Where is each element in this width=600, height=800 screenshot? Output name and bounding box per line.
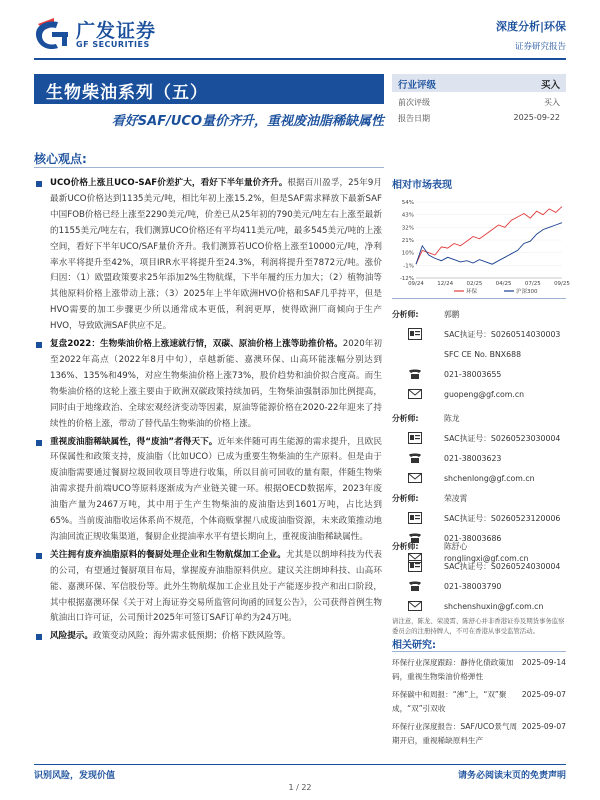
report-date-row <box>392 108 566 124</box>
analyst-cert: SAC执证号：S0260524030004 <box>444 561 561 571</box>
analyst-name-row <box>392 408 566 428</box>
header-divider <box>34 58 566 60</box>
report-type: 证券研究报告 <box>514 42 566 52</box>
report-date-value: 2025-09-22 <box>513 113 560 122</box>
analyst-phone-row <box>392 448 566 468</box>
core-points-title: 核心观点: <box>34 152 87 166</box>
prev-rating-value: 买入 <box>544 98 560 107</box>
y-tick-label: 54% <box>401 200 414 206</box>
analyst-email: guopeng@gf.com.cn <box>444 389 525 399</box>
analyst-name: 陈龙 <box>444 413 460 423</box>
analyst-disclaimer: 请注意，陈龙、荣凌霄、陈舒心并非香港证券及期货事务监察委员会的注册持牌人，不可在香港从事受监管活动。 <box>392 617 565 635</box>
y-tick-label: -12% <box>399 276 414 282</box>
point-item <box>36 629 382 645</box>
prev-rating-row <box>392 92 566 108</box>
core-points-divider <box>34 167 384 168</box>
analyst-cert: SAC执证号：S0260523030004 <box>444 433 561 443</box>
logo-text-cn: 广发证券 <box>76 20 157 42</box>
report-date-label: 报告日期 <box>398 114 430 123</box>
related-item[interactable] <box>392 688 566 716</box>
related-research-title: 相关研究: <box>392 640 436 651</box>
analyst-phone-row <box>392 364 566 384</box>
analyst-phone: 021-38003686 <box>444 533 502 543</box>
legend-label: 环保 <box>466 289 478 295</box>
related-item[interactable] <box>392 656 566 684</box>
analyst-email-row <box>392 384 566 404</box>
y-tick-label: 32% <box>401 225 414 232</box>
phone-icon <box>408 368 422 380</box>
point-item <box>36 176 382 335</box>
report-category: 深度分析|环保 <box>495 20 566 33</box>
email-icon <box>408 600 422 612</box>
analyst-email: shchenshuxin@gf.com.cn <box>444 601 544 611</box>
analyst-cert-row <box>392 428 566 448</box>
analyst-cert-row <box>392 508 566 528</box>
analyst-block <box>392 533 566 616</box>
analyst-label: 分析师: <box>392 493 419 503</box>
related-item-text[interactable]: 环保行业深度报告：SAF/UCO景气周期开启，重视稀缺原料生产 <box>392 722 518 745</box>
analyst-name-row <box>392 304 566 324</box>
point-bold: 复盘2022：生物柴油价格上涨速就行情，双碳、原油价格上涨等助推价格。 <box>50 339 343 350</box>
id-card-icon <box>408 328 422 340</box>
analyst-ce: SFC CE No. BNX688 <box>444 349 522 359</box>
x-tick-label: 09/24 <box>408 281 424 287</box>
market-performance-title: 相对市场表现 <box>392 180 452 191</box>
logo-text-en: GF SECURITIES <box>76 40 150 49</box>
bullet-square-icon <box>36 342 42 348</box>
y-tick-label: -1% <box>403 263 414 270</box>
x-tick-label: 09/25 <box>554 281 570 287</box>
analyst-email-row <box>392 596 566 616</box>
company-logo <box>34 14 184 54</box>
page-number: 1 / 22 <box>288 783 312 792</box>
point-text: 根据百川盈孚，25年9月最新UCO价格达到1135美元/吨，相比年初上涨15.2%，但是SAF需求释放下最新SAF中国FOB价格已经上涨至2290美元/吨，价差已从25年初的790美元/吨左右上涨至最新的1155美元/吨左右，我们测算UCO价格还有平均411美元/吨，最多545美元/吨的上涨空间，看好下半年UCO/SAF量价齐升。我们测算若UCO价格上涨至10000元/吨，净利率水平将提升至42%，项目IRR水平将提升至24.3%，利润将提升至7872元/吨。涨价归因：（1）欧盟政策要求25年添加2%生物航煤，下半年履约压力加大；（2）植物油等其他原料价格上涨带动上涨；（3）2025年上半年欧洲HVO价格和SAF几乎持平，但是HVO需要的加工步骤更少所以通常成本更低，利润更厚，使得欧洲厂商倾向于生产HVO，导致欧洲SAF供应不足。 <box>50 178 382 332</box>
analyst-block <box>392 408 566 488</box>
series-line <box>416 207 562 265</box>
market-performance-chart <box>392 196 570 296</box>
analyst-phone: 021-38003655 <box>444 369 502 379</box>
x-tick-label: 07/25 <box>524 281 541 287</box>
analyst-phone: 021-38003623 <box>444 453 502 463</box>
analyst-phone: 021-38003790 <box>444 581 502 591</box>
bullet-square-icon <box>36 440 42 446</box>
analyst-name: 郭鹏 <box>444 309 460 319</box>
rating-box <box>392 74 566 124</box>
related-item-text[interactable]: 环保碳中和周报：“沸”上，“双”聚成，“双”引双收 <box>392 690 507 713</box>
analyst-label: 分析师: <box>392 309 419 319</box>
analyst-block <box>392 304 566 404</box>
phone-icon <box>408 452 422 464</box>
analyst-phone-row <box>392 576 566 596</box>
bullet-square-icon <box>36 553 42 559</box>
y-tick-label: 21% <box>401 238 414 244</box>
point-text: 2020年初至2022年高点（2022年8月中旬），卓越新能、嘉澳环保、山高环能涨幅分别达到136%、135%和49%，对应生物柴油价格上涨73%，股价趋势和油价拟合度高。而生物柴油价格的这轮上涨主要由于欧洲双碳政策持续加码，生物柴油强制添加比例提高，同时由于地缘政治、全球宏观经济变动等因素，原油等能源价格在2020-22年迎来了持续性的价格上涨，带动了替代品生物柴油的价格上涨。 <box>50 339 383 429</box>
footer-slogan: 识别风险，发现价值 <box>34 771 116 781</box>
related-divider <box>392 651 566 652</box>
y-tick-label: 43% <box>401 212 414 219</box>
analyst-name: 荣凌霄 <box>444 493 468 503</box>
bullet-square-icon <box>36 181 42 187</box>
point-item <box>36 435 382 546</box>
analyst-email-row <box>392 468 566 488</box>
analyst-label: 分析师: <box>392 413 419 423</box>
analyst-label: 分析师: <box>392 541 419 551</box>
prev-rating-label: 前次评级 <box>398 98 430 107</box>
point-bold: 风险提示。 <box>50 631 93 642</box>
report-subtitle: 看好SAF/UCO量价齐升，重视废油脂稀缺属性 <box>111 114 384 129</box>
analyst-cert: SAC执证号：S0260514030003 <box>444 329 561 339</box>
email-icon <box>408 388 422 400</box>
point-text: 尤其是以朗坤科技为代表的公司，有望通过餐厨项目布局，掌握废弃油脂原料供应。建议关注朗坤科技、山高环能、嘉澳环保、军信股份等。此外生物航煤加工企业且处于产能逐步投产和出口阶段，其中根据嘉澳环保《关于对上海证券交易所监管问询函的回复公告》，公司获得首例生物航油出口许可证，公司预计2025年可签订SAF订单约为24万吨。 <box>50 549 382 624</box>
point-text: 近年来伴随可再生能源的需求提升，且欧民环保属性和政策支持，废油脂（比如UCO）已成为重要生物柴油的生产原料。但是由于废油脂需要通过餐厨垃圾回收项目等进行收集，所以目前可回收的量有限，伴随生物柴油需求提升前端UCO等原料逐渐成为产业链关键一环。根据OECD数据库，2023年废油脂产量为2467万吨，其中用于生产生物柴油的废油脂达到1601万吨，占比达到65%。当前废油脂收运体系尚不规范，个体商贩掌握八成废油脂资源，未来政策推动地沟油回流正规收集渠道，餐厨企业提油率水平有望长期向上，重视废油脂稀缺属性。 <box>50 436 382 542</box>
x-tick-label: 02/25 <box>466 281 483 287</box>
analyst-email: ronglingxi@gf.com.cn <box>444 553 529 563</box>
analyst-cert-row <box>392 553 566 576</box>
footer-divider <box>34 764 566 765</box>
related-item-date: 2025-09-07 <box>521 690 566 699</box>
id-card-icon <box>408 512 422 524</box>
core-points-list <box>36 176 382 645</box>
gf-logo-icon <box>34 16 70 50</box>
footer-disclaimer[interactable]: 请务必阅读末页的免责声明 <box>457 771 566 781</box>
related-item[interactable] <box>392 720 566 748</box>
point-item <box>36 548 382 628</box>
analyst-ce-row <box>392 344 566 364</box>
point-bold: UCO价格上涨且UCO-SAF价差扩大，看好下半年量价齐升。 <box>50 178 288 188</box>
analyst-cert-row <box>392 324 566 344</box>
analyst-name-row <box>392 533 566 556</box>
id-card-icon <box>408 560 422 572</box>
rating-header <box>392 74 566 92</box>
rating-value: 买入 <box>540 80 560 91</box>
related-item-text[interactable]: 环保行业深度跟踪：静待化债政策加码，重视生物柴油价格弹性 <box>392 658 514 681</box>
y-tick-label: 10% <box>401 250 414 257</box>
point-bold: 重视废油脂稀缺属性，得“废油”者得天下。 <box>50 436 218 447</box>
related-item-date: 2025-09-14 <box>521 658 566 667</box>
chart-divider <box>392 298 566 299</box>
report-title: 生物柴油系列（五） <box>34 74 384 104</box>
analyst-cert: SAC执证号：S0260523120006 <box>444 513 561 523</box>
series-line <box>416 223 562 265</box>
related-item-date: 2025-09-07 <box>521 722 566 731</box>
analyst-name: 陈舒心 <box>444 541 468 551</box>
legend-label: 沪深300 <box>516 289 538 295</box>
phone-icon <box>408 580 422 592</box>
x-tick-label: 04/25 <box>495 281 512 287</box>
email-icon <box>408 472 422 484</box>
bullet-square-icon <box>36 634 42 640</box>
rating-label: 行业评级 <box>398 80 437 91</box>
analyst-name-row <box>392 488 566 508</box>
analyst-email: shchenlong@gf.com.cn <box>444 473 535 483</box>
id-card-icon <box>408 432 422 444</box>
point-bold: 关注拥有废弃油脂原料的餐厨处理企业和生物航煤加工企业。 <box>50 549 286 560</box>
point-text: 政策变动风险；海外需求低预期；价格下跌风险等。 <box>92 631 291 642</box>
point-item <box>36 337 382 432</box>
x-tick-label: 12/24 <box>437 281 454 287</box>
